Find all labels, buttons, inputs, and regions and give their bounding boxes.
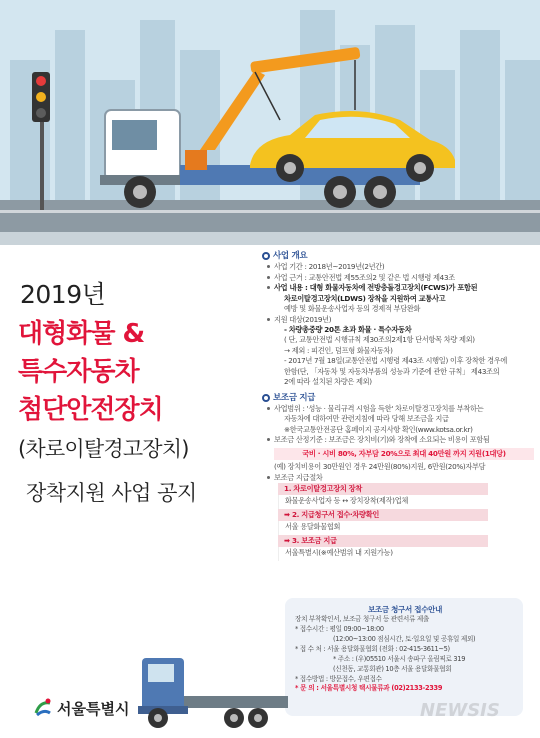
heading-bullet-icon (262, 252, 270, 260)
year-title: 2019년 (20, 280, 106, 309)
arrow-right-icon: ➡ (284, 509, 292, 519)
subtitle-notice: 장착지원 사업 공지 (26, 481, 197, 505)
heading-bullet-icon (262, 394, 270, 402)
overview-item: 사업 근거 : 교통안전법 제55조의2 및 같은 법 시행령 제43조 (262, 273, 534, 283)
seoul-logo-icon (32, 697, 54, 719)
overview-item: 한함(단, 「자동차 및 자동차부품의 성능과 기준에 관한 규칙」 제43조의 (284, 366, 500, 376)
overview-item: 예방 및 화물운송사업자 등의 경제적 부담완화 (284, 304, 421, 314)
claim-info-line: (12:00~13:00 점심시간, 토·일요일 및 공휴일 제외) (333, 635, 476, 644)
subsidy-steps-label: 보조금 지급절차 (262, 473, 534, 483)
step-3 (278, 535, 488, 561)
title-line-2: 특수자동차 (18, 357, 139, 387)
tow-truck-illustration (0, 0, 540, 245)
claim-info-heading: 보조금 청구서 접수안내 (367, 605, 443, 614)
subtitle-device: (차로이탈경고장치) (18, 437, 189, 461)
step-title: ➡ 2. 지급청구서 접수·차량확인 (278, 509, 488, 521)
overview-item: → 제외 : 피견인, 덤프형 화물자동차) (284, 345, 393, 355)
step-2 (278, 509, 488, 535)
claim-info-line: * 문 의 : 서울특별시청 택시물류과 (02)2133-2339 (295, 684, 443, 693)
step-title: 1. 차로이탈경고장치 장착 (278, 483, 488, 495)
step-body: 서울특별시(※예산범위 내 지원가능) (278, 547, 488, 560)
hero-illustration (0, 0, 540, 245)
claim-info-line: (신천동, 교통회관) 10층 서울 용달화물협회 (333, 664, 452, 673)
overview-item: ( 단, 교통안전법 시행규칙 제30조의2제1항 단서항목 차량 제외) (284, 335, 475, 345)
overview-item: 2에 따라 설치된 차량은 제외) (284, 377, 372, 387)
claim-info-line: * 접 수 처 : 서울 용달화물협회 (전화 : 02-415-3611~5) (295, 644, 450, 653)
subsidy-example: (예) 장치비용이 30만원인 경우 24만원(80%)지원, 6만원(20%)자부담 (274, 462, 486, 472)
subsidy-item: 보조금 산정기준 : 보조금은 장치비(기)와 장착에 소요되는 비용이 포함됨 (262, 435, 534, 445)
step-body: 화물운송사업자 등 ↔ 장치장착(제작)업체 (278, 495, 488, 508)
trailer-truck-illustration (138, 640, 288, 732)
step-1 (278, 483, 488, 509)
subsidy-item: 자동차에 대하여만 관련지침에 따라 당해 보조금을 지급 (284, 414, 449, 424)
overview-item: 사업 내용 : 대형 화물자동차에 전방충돌경고장치(FCWS)가 포함된 (262, 283, 534, 293)
title-line-3: 첨단안전장치 (18, 395, 163, 425)
overview-item: 지원 대상(2019년) (262, 315, 534, 325)
overview-item: 차로이탈경고장치(LDWS) 장착을 지원하여 교통사고 (284, 293, 446, 303)
claim-info-line: * 접수시간 : 평일 09:00~18:00 (295, 625, 384, 634)
claim-info-line: * 주소 : (우)05510 서울시 송파구 올림픽로 319 (333, 654, 466, 663)
subsidy-item: ※한국교통안전공단 홈페이지 공지사항 확인(www.kotsa.or.kr) (284, 424, 473, 434)
step-title: ➡ 3. 보조금 지급 (278, 535, 488, 547)
claim-info-box (285, 598, 523, 716)
overview-item: - 차량총중량 20톤 초과 화물 · 특수자동차 (284, 324, 412, 334)
subsidy-highlight: 국비 · 시비 80%, 자부담 20%으로 최대 40만원 까지 지원(1대당) (274, 448, 534, 460)
subsidy-heading: 보조금 지급 (262, 392, 534, 404)
arrow-right-icon: ➡ (284, 535, 292, 545)
subsidy-item: 사업범위 : '성능 · 물리규격 시험을 득한' 차로이탈경고장치를 부착하는 (262, 404, 534, 414)
overview-item: - 2017년 7월 18일(교통안전법 시행령 제43조 시행일) 이후 장착한 경우에 (284, 356, 508, 366)
overview-item: 사업 기간 : 2018년~2019년(2년간) (262, 262, 534, 272)
seoul-logo-text: 서울특별시 (57, 699, 130, 718)
claim-info-line: * 접수방법 : 방문접수, 우편접수 (295, 674, 382, 683)
step-body: 서울 용달화물협회 (278, 521, 488, 534)
claim-info-line: 장치 부착확인서, 보조금 청구서 등 관련서류 제출 (295, 615, 429, 624)
title-line-1: 대형화물 & (18, 319, 145, 349)
seoul-logo (32, 697, 129, 719)
watermark: NEWSIS (420, 700, 500, 721)
overview-heading: 사업 개요 (262, 250, 534, 262)
